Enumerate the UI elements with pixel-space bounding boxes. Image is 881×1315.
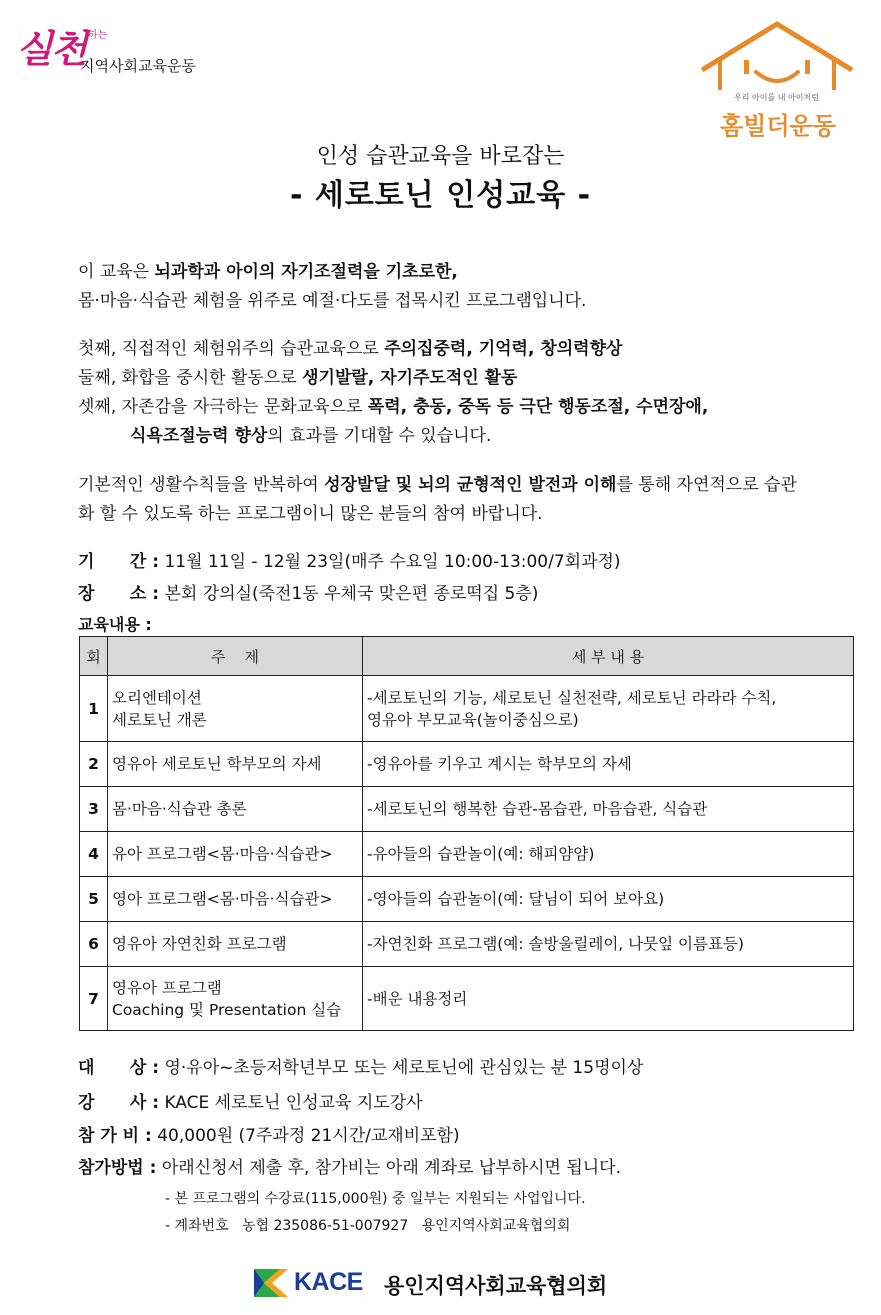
point-4-highlight: 식욕조절능력 향상 [130,426,268,446]
session-topic: 유아 프로그램<몸·마음·식습관> [108,832,363,877]
target-value: 영·유아~초등저학년부모 또는 세로토닌에 관심있는 분 15명이상 [164,1058,644,1078]
period-row [78,550,621,574]
kace-wordmark: KACE [294,1268,363,1296]
house-icon [698,20,856,90]
table-header-row [80,637,854,676]
place-row [78,582,538,606]
subtitle: 인성 습관교육을 바로잡는 [316,144,565,169]
intro-text: 이 교육은 [78,262,155,282]
left-logo-name: 지역사회교육운동 [80,57,196,75]
session-topic: 영유아 프로그램 Coaching 및 Presentation 실습 [108,967,363,1031]
right-logo-tagline: 우리 아이를 내 아이처럼 [734,93,819,102]
session-number: 1 [80,676,108,742]
session-topic: 몸·마음·식습관 총론 [108,787,363,832]
session-detail: -세로토닌의 행복한 습관-몸습관, 마음습관, 식습관 [363,787,854,832]
period-label: 기 간 : [78,552,160,572]
point-4-text: 의 효과를 기대할 수 있습니다. [267,426,492,446]
note-subsidy: - 본 프로그램의 수강료(115,000원) 중 일부는 지원되는 사업입니다. [165,1191,586,1207]
place-label: 장 소 : [78,584,160,604]
closing-text-c: 를 통해 자연적으로 습관화 할 수 있도록 하는 프로그램이니 많은 분들의 참여 바랍니다. [78,475,797,524]
method-label: 참가방법 : [78,1158,157,1178]
session-topic: 영유아 세로토닌 학부모의 자세 [108,742,363,787]
lecturer-value: KACE 세로토닌 인성교육 지도강사 [164,1093,423,1113]
organization-name: 용인지역사회교육협의회 [384,1274,608,1298]
place-value: 본회 강의실(죽전1동 우체국 맞은편 종로떡집 5층) [164,584,539,604]
fee-value: 40,000원 (7주과정 21시간/교재비포함) [157,1126,460,1146]
table-row [80,832,854,877]
col-header-session: 회 [80,637,108,676]
target-label: 대 상 : [78,1058,160,1078]
col-header-topic: 주 제 [108,637,363,676]
right-logo-name: 홈빌더운동 [720,112,836,140]
lecturer-row [78,1091,423,1115]
session-detail: -자연친화 프로그램(예: 솔방울릴레이, 나뭇잎 이름표등) [363,922,854,967]
content-label: 교육내용 : [78,615,152,634]
period-value: 11월 11일 - 12월 23일(매주 수요일 10:00-13:00/7회과정) [164,552,621,572]
method-value: 아래신청서 제출 후, 참가비는 아래 계좌로 납부하시면 됩니다. [161,1158,621,1178]
point-3-highlight: 폭력, 충동, 중독 등 극단 행동조절, 수면장애, [367,397,709,417]
fee-row [78,1124,460,1148]
intro-paragraph [78,258,838,316]
page-title: - 세로토닌 인성교육 - [289,178,592,213]
lecturer-label: 강 사 : [78,1093,160,1113]
session-topic: 오리엔테이션 세로토닌 개론 [108,676,363,742]
right-logo [698,20,856,140]
session-number: 5 [80,877,108,922]
session-detail: -영유아를 키우고 계시는 학부모의 자세 [363,742,854,787]
closing-paragraph [78,471,806,529]
session-number: 2 [80,742,108,787]
left-logo-small: 하는 [88,30,108,41]
session-detail: -유아들의 습관놀이(예: 해피얌얌) [363,832,854,877]
benefit-points [78,335,838,451]
session-topic: 영유아 자연친화 프로그램 [108,922,363,967]
intro-line2: 몸·마음·식습관 체험을 위주로 예절·다도를 접목시킨 프로그램입니다. [78,291,587,311]
footer-logo [250,1263,670,1303]
session-number: 7 [80,967,108,1031]
session-detail: -영아들의 습관놀이(예: 달님이 되어 보아요) [363,877,854,922]
point-2-highlight: 생기발랄, 자기주도적인 활동 [302,368,518,388]
session-topic: 영아 프로그램<몸·마음·식습관> [108,877,363,922]
closing-highlight: 성장발달 및 뇌의 균형적인 발전과 이해 [324,475,617,495]
table-row [80,877,854,922]
note-account: - 계좌번호 농협 235086-51-007927 용인지역사회교육협의회 [165,1218,571,1234]
left-logo [6,8,206,78]
closing-text-a: 기본적인 생활수칙들을 반복하여 [78,475,325,495]
fee-label: 참 가 비 : [78,1126,152,1146]
target-row [78,1056,643,1080]
kace-logo-icon [250,1265,290,1301]
point-1-highlight: 주의집중력, 기억력, 창의력향상 [384,339,623,359]
point-1-text: 첫째, 직접적인 체험위주의 습관교육으로 [78,339,385,359]
curriculum-table [79,636,854,1031]
table-row [80,787,854,832]
point-2-text: 둘째, 화합을 중시한 활동으로 [78,368,303,388]
session-number: 3 [80,787,108,832]
session-number: 6 [80,922,108,967]
method-row [78,1156,621,1180]
session-number: 4 [80,832,108,877]
table-row [80,742,854,787]
col-header-detail: 세 부 내 용 [363,637,854,676]
left-logo-script: 실천 [16,26,86,71]
point-3-text: 셋째, 자존감을 자극하는 문화교육으로 [78,397,368,417]
session-detail: -세로토닌의 기능, 세로토닌 실천전략, 세로토닌 라라라 수칙, 영유아 부모교육(놀이중심으로) [363,676,854,742]
table-row [80,676,854,742]
session-detail: -배운 내용정리 [363,967,854,1031]
table-row [80,922,854,967]
intro-highlight: 뇌과학과 아이의 자기조절력을 기초로한, [154,262,458,282]
table-row [80,967,854,1031]
